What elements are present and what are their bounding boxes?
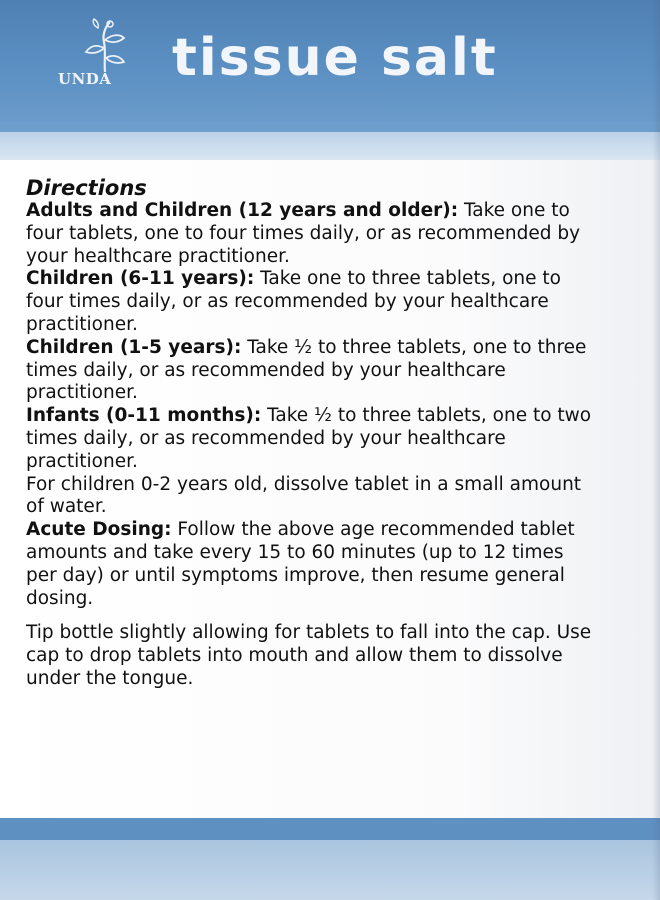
dosing-label: Infants (0-11 months): xyxy=(26,405,262,427)
box-edge-shadow xyxy=(652,0,660,900)
directions-section xyxy=(26,176,596,691)
dissolve-note: For children 0-2 years old, dissolve tablet in a small amount of water. xyxy=(26,473,582,518)
dosing-text: Take ½ to three tablets, one to two times daily, or as recommended by your healthcare practitioner. xyxy=(26,405,592,472)
acute-dosing xyxy=(26,519,596,610)
dosing-infants xyxy=(26,405,596,473)
directions-heading: Directions xyxy=(26,176,147,200)
dosing-text: Take ½ to three tablets, one to three times daily, or as recommended by your healthcare practitioner. xyxy=(26,336,587,404)
dosing-children-6-11 xyxy=(26,268,596,336)
dosing-adults xyxy=(26,200,596,268)
product-title: tissue salt xyxy=(172,28,498,88)
dosing-label: Children (6-11 years): xyxy=(26,268,255,290)
dosing-children-1-5 xyxy=(26,337,596,405)
plant-figure-icon xyxy=(80,18,130,74)
unda-logo xyxy=(58,18,168,98)
logo-wordmark: UNDA xyxy=(58,70,112,88)
acute-label: Acute Dosing: xyxy=(26,519,172,541)
spacer xyxy=(26,610,596,622)
dosing-label: Adults and Children (12 years and older): xyxy=(26,200,459,221)
acute-text: Follow the above age recommended tablet amounts and take every 15 to 60 minutes (up to 12 times per day) or until symptoms improve, then resume general dosing. xyxy=(26,519,575,609)
tip-instructions: Tip bottle slightly allowing for tablets to fall into the cap. Use cap to drop tablets into mouth and allow them to dissolve under the tongue. xyxy=(26,622,592,689)
bottom-light-stripe xyxy=(0,840,660,900)
top-light-stripe xyxy=(0,132,660,160)
bottom-stripe xyxy=(0,818,660,840)
top-stripe xyxy=(0,122,660,132)
dosing-text: Take one to three tablets, one to four times daily, or as recommended by your healthcare practitioner. xyxy=(26,268,561,335)
dosing-text: Take one to four tablets, one to four times daily, or as recommended by your healthcare practitioner. xyxy=(26,200,581,267)
dosing-label: Children (1-5 years): xyxy=(26,336,242,358)
